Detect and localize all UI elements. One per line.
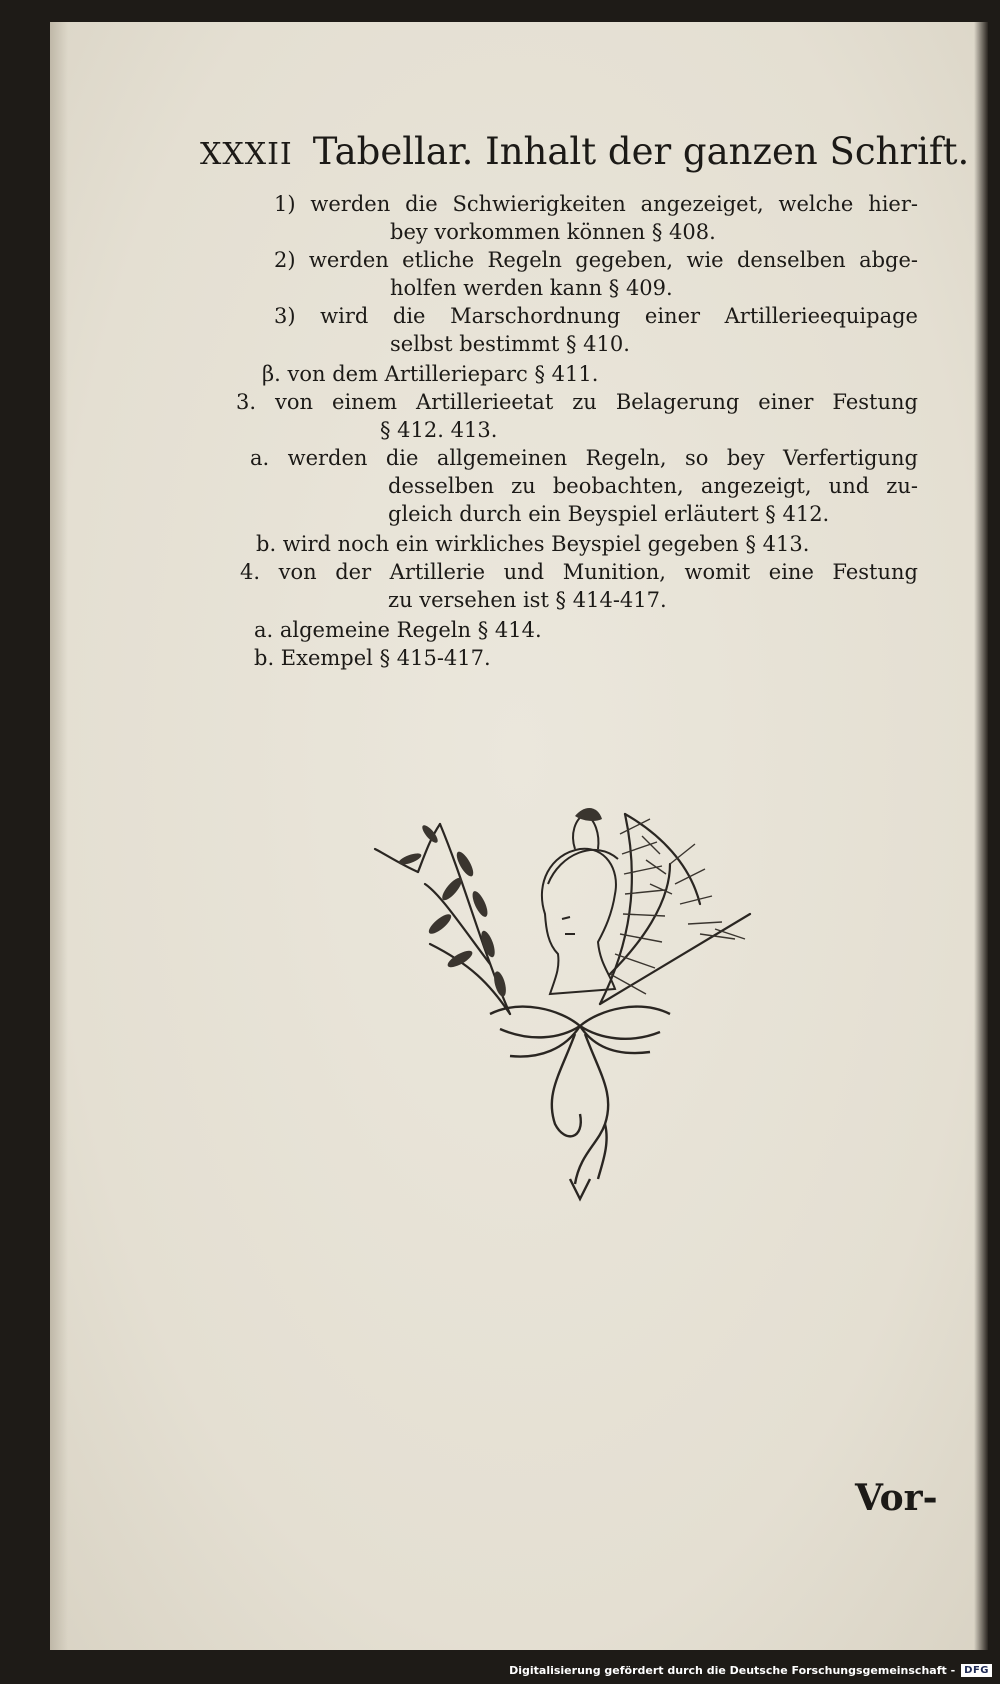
catchword: Vor-	[855, 1477, 938, 1519]
toc-line: 3. von einem Artillerieetat zu Belagerung einer Festung	[236, 390, 918, 414]
credit-text: Digitalisierung gefördert durch die Deutsche Forschungsgemeinschaft -	[509, 1663, 956, 1677]
page-edge-shadow	[974, 22, 988, 1650]
toc-line: holfen werden kann § 409.	[390, 276, 673, 300]
toc-line: zu versehen ist § 414-417.	[388, 588, 667, 612]
toc-line: bey vorkommen können § 408.	[390, 220, 716, 244]
toc-line: 3) wird die Marschordnung einer Artillerieequipage	[274, 304, 918, 328]
page-title: Tabellar. Inhalt der ganzen Schrift.	[312, 130, 970, 173]
toc-line: b. wird noch ein wirkliches Beyspiel gegeben § 413.	[256, 532, 810, 556]
toc-line: desselben zu beobachten, angezeigt, und zu-	[388, 474, 918, 498]
toc-line: gleich durch ein Beyspiel erläutert § 412.	[388, 502, 830, 526]
toc-line: β. von dem Artillerieparc § 411.	[262, 362, 599, 386]
page-gutter-shadow	[50, 22, 68, 1650]
toc-line: a. algemeine Regeln § 414.	[254, 618, 542, 642]
toc-line: 2) werden etliche Regeln gegeben, wie denselben abge-	[274, 248, 918, 272]
dfg-logo: DFG	[961, 1664, 992, 1677]
running-head	[200, 130, 970, 178]
toc-line: a. werden die allgemeinen Regeln, so bey Verfertigung	[250, 446, 918, 470]
toc-line: 4. von der Artillerie und Munition, womit eine Festung	[240, 560, 918, 584]
page-folio: XXXII	[200, 137, 293, 172]
toc-line: 1) werden die Schwierigkeiten angezeiget, welche hier-	[274, 192, 918, 216]
book-page	[50, 22, 988, 1650]
toc-line: selbst bestimmt § 410.	[390, 332, 630, 356]
toc-line: § 412. 413.	[380, 418, 498, 442]
toc-line: b. Exempel § 415-417.	[254, 646, 491, 670]
digitization-credit	[509, 1659, 992, 1681]
wreath-helmeted-bust-icon	[370, 794, 790, 1214]
